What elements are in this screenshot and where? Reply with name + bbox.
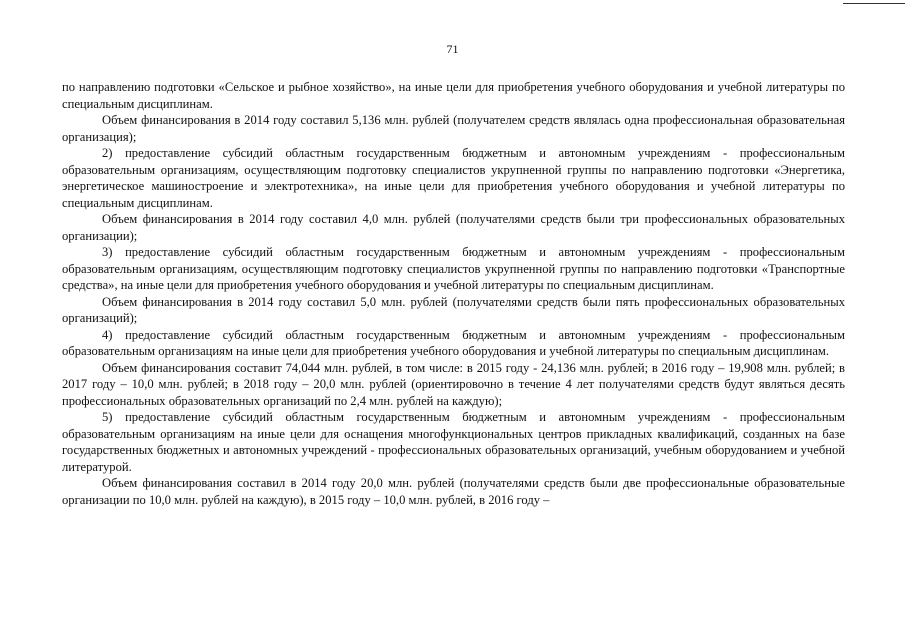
paragraph: 5) предоставление субсидий областным государственным бюджетным и автономным учреждениям - профессиональным образовательным организациям на иные цели для оснащения многофункциональных центров прикладных квалификаций, созданных на базе государственных бюджетных и автономных учреждений - профессиональных образовательных организаций, учебным оборудованием и учебной литературой. [62,410,845,474]
paragraph: по направлению подготовки «Сельское и рыбное хозяйство», на иные цели для приобретения учебного оборудования и учебной литературы по специальным дисциплинам. [62,80,845,111]
paragraph: Объем финансирования в 2014 году составил 5,0 млн. рублей (получателями средств были пять профессиональных образовательных организаций); [62,294,845,325]
paragraph: 3) предоставление субсидий областным государственным бюджетным и автономным учреждениям - профессиональным образовательным организациям, осуществляющим подготовку специалистов укрупненной группы по направлению подготовки «Транспортные средства», на иные цели для приобретения учебного оборудования и учебной литературы по специальным дисциплинам. [62,245,845,292]
document-body [62,79,845,508]
paragraph: 2) предоставление субсидий областным государственным бюджетным и автономным учреждениям - профессиональным образовательным организациям, осуществляющим подготовку специалистов укрупненной группы по направлению подготовки «Энергетика, энергетическое машиностроение и электротехника», на иные цели для приобретения учебного оборудования и учебной литературы по специальным дисциплинам. [62,146,845,210]
paragraph: Объем финансирования в 2014 году составил 4,0 млн. рублей (получателями средств были три профессиональных образовательных организации); [62,212,845,243]
page-number: 71 [446,42,459,56]
corner-rule-divider [843,3,905,4]
paragraph: Объем финансирования в 2014 году составил 5,136 млн. рублей (получателем средств являлась одна профессиональная образовательная организация); [62,113,845,144]
paragraph: Объем финансирования составит 74,044 млн. рублей, в том числе: в 2015 году - 24,136 млн. рублей; в 2016 году – 19,908 млн. рублей; в 2017 году – 10,0 млн. рублей; в 2018 году – 20,0 млн. рублей (ориентировочно в течение 4 лет получателями средств будут являться десять профессиональных образовательных организаций по 2,4 млн. рублей на каждую); [62,360,845,408]
paragraph: 4) предоставление субсидий областным государственным бюджетным и автономным учреждениям - профессиональным образовательным организациям на иные цели для приобретения учебного оборудования и учебной литературы по специальным дисциплинам. [62,327,845,358]
paragraph: Объем финансирования составил в 2014 году 20,0 млн. рублей (получателями средств были две профессиональные образовательные организации по 10,0 млн. рублей на каждую), в 2015 году – 10,0 млн. рублей, в 2016 году – [62,476,845,507]
